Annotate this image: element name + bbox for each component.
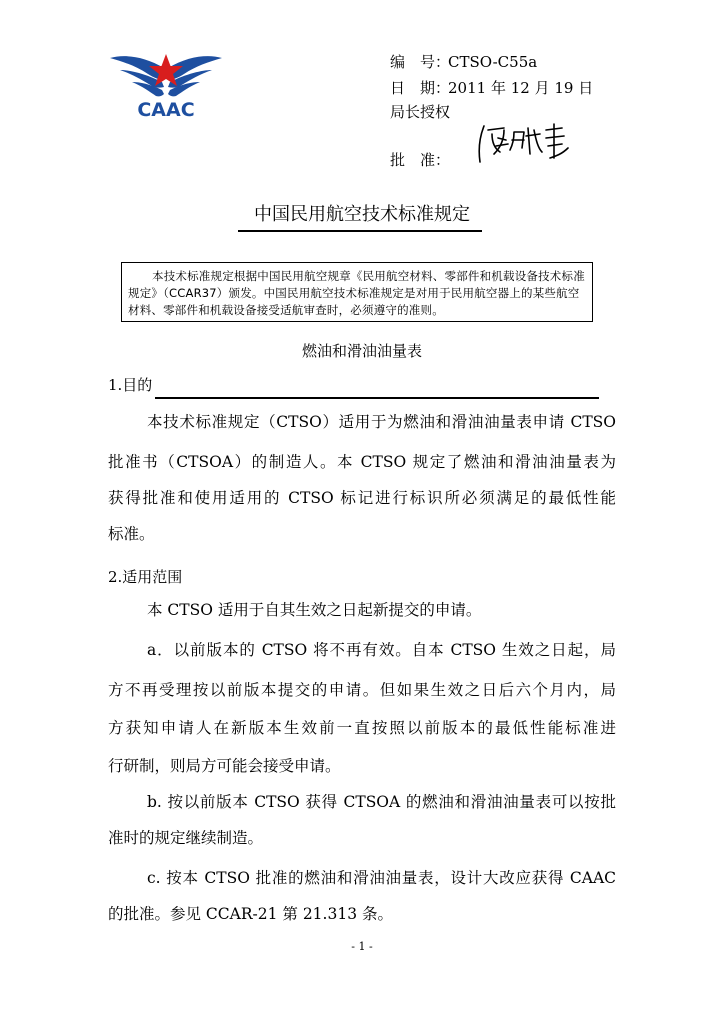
section-1-heading: 1.目的 — [108, 376, 153, 394]
caac-logo — [108, 44, 224, 124]
document-number: CTSO-C55a — [448, 53, 538, 71]
paragraph-line: c. 按本 CTSO 批准的燃油和滑油油量表，设计大改应获得 CAAC — [147, 869, 616, 887]
paragraph-line: 本技术标准规定（CTSO）适用于为燃油和滑油油量表申请 CTSO — [147, 413, 616, 431]
winged-star-emblem-icon — [108, 44, 224, 124]
approval-label: 批 准： — [390, 151, 451, 169]
paragraph-line: 方不再受理按以前版本提交的申请。但如果生效之日后六个月内，局 — [108, 681, 616, 699]
paragraph-line: 的批准。参见 CCAR-21 第 21.313 条。 — [108, 905, 393, 923]
date-row — [390, 78, 593, 98]
paragraph-line: b. 按以前版本 CTSO 获得 CTSOA 的燃油和滑油油量表可以按批 — [147, 793, 616, 811]
paragraph-line: a．以前版本的 CTSO 将不再有效。自本 CTSO 生效之日起，局 — [147, 641, 616, 659]
paragraph-line: 行研制，则局方可能会接受申请。 — [108, 757, 341, 775]
document-date: 2011 年 12 月 19 日 — [448, 79, 594, 97]
paragraph-line: 标准。 — [108, 525, 155, 543]
section-1-rule — [155, 397, 599, 399]
signature — [470, 118, 574, 168]
section-2-heading: 2.适用范围 — [108, 568, 183, 586]
number-label: 编 号： — [390, 53, 451, 71]
subject-title: 燃油和滑油油量表 — [301, 342, 422, 360]
logo-text: CAAC — [137, 99, 195, 121]
document-number-row — [390, 52, 537, 72]
paragraph-line: 方获知申请人在新版本生效前一直按照以前版本的最低性能标准进 — [108, 719, 616, 737]
paragraph-line: 批准书（CTSOA）的制造人。本 CTSO 规定了燃油和滑油油量表为 — [108, 453, 616, 471]
notice-box: 本技术标准规定根据中国民用航空规章《民用航空材料、零部件和机载设备技术标准规定》（CCAR37）颁发。中国民用航空技术标准规定是对用于民用航空器上的某些航空材料、零部件和机载设备接受适航审查时，必须遵守的准则。 — [121, 262, 593, 322]
title-underline — [238, 230, 482, 232]
document-title: 中国民用航空技术标准规定 — [254, 204, 470, 225]
paragraph-line: 获得批准和使用适用的 CTSO 标记进行标识所必须满足的最低性能 — [108, 489, 616, 507]
signature-icon — [470, 118, 574, 168]
authority-label: 局长授权 — [390, 103, 451, 121]
paragraph-line: 准时的规定继续制造。 — [108, 829, 264, 847]
date-label: 日 期： — [390, 79, 451, 97]
paragraph-line: 本 CTSO 适用于自其生效之日起新提交的申请。 — [147, 601, 482, 619]
page-number: - 1 - — [351, 940, 373, 953]
